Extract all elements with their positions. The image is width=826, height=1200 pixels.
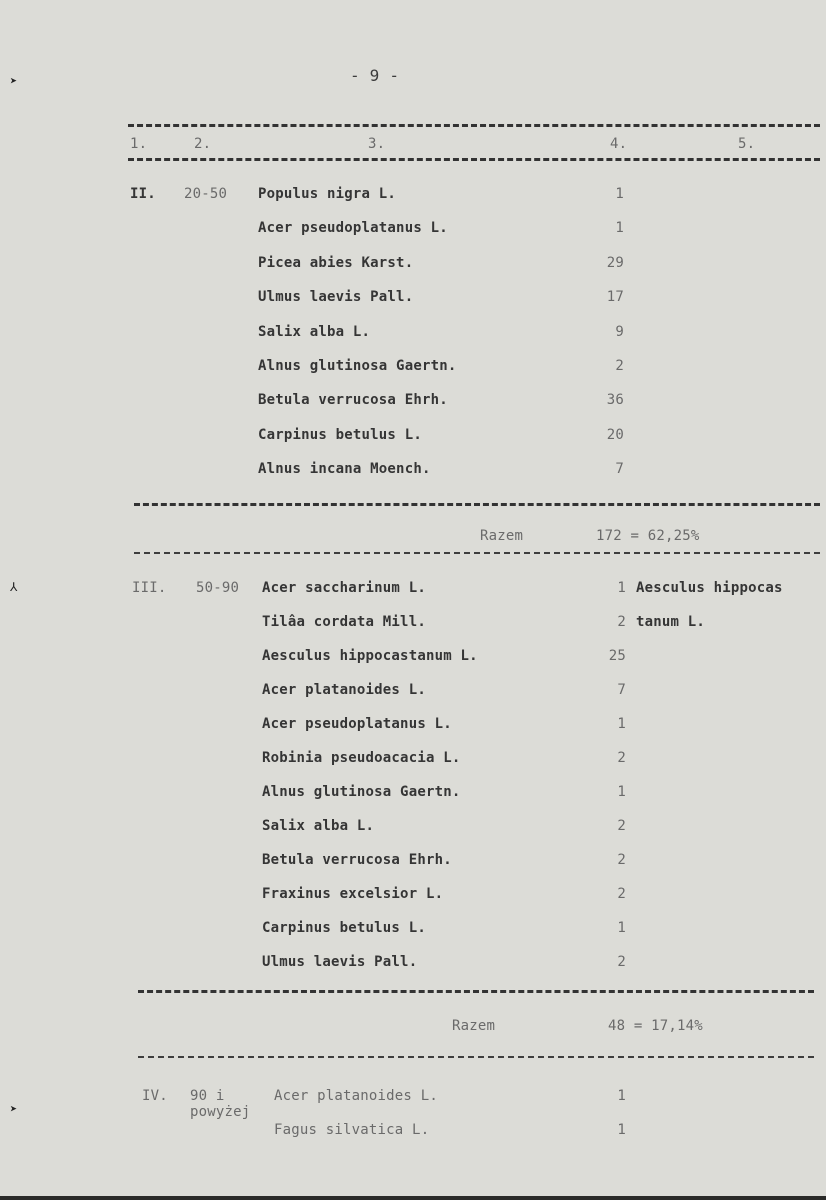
table-top-rule	[128, 124, 820, 127]
tree-count: 7	[617, 682, 626, 698]
tree-count: 1	[615, 186, 624, 202]
species-name: Fagus silvatica L.	[274, 1122, 430, 1138]
species-name: Picea abies Karst.	[258, 254, 414, 271]
tree-count: 20	[606, 426, 624, 443]
section-class-label: III.	[132, 580, 167, 596]
tree-count: 2	[617, 886, 626, 902]
tree-count: 36	[606, 392, 624, 409]
species-name: Acer platanoides L.	[262, 682, 426, 698]
species-name: Carpinus betulus L.	[258, 426, 422, 443]
species-name: Alnus glutinosa Gaertn.	[258, 358, 457, 374]
tree-count: 2	[617, 614, 626, 630]
species-name: Ulmus laevis Pall.	[262, 954, 418, 970]
tree-count: 2	[617, 750, 626, 766]
species-name: Populus nigra L.	[258, 186, 397, 202]
tree-count: 1	[617, 716, 626, 732]
species-name: Acer platanoides L.	[274, 1088, 438, 1104]
section-range-label: 20-50	[184, 186, 228, 202]
table-header-rule	[128, 158, 820, 161]
tree-count: 1	[615, 220, 624, 237]
column-header-2: 2.	[194, 136, 212, 152]
tree-count: 1	[617, 1088, 626, 1104]
tree-count: 9	[615, 323, 624, 340]
section-range-label: 90 i	[190, 1088, 225, 1104]
total-value: 48 = 17,14%	[608, 1018, 703, 1034]
species-name: Ulmus laevis Pall.	[258, 289, 414, 306]
tree-count: 2	[617, 852, 626, 868]
tree-count: 7	[615, 461, 624, 478]
column-header-1: 1.	[130, 136, 148, 152]
species-name: Acer pseudoplatanus L.	[258, 220, 448, 237]
margin-note-line: Aesculus hippocas	[636, 580, 783, 596]
section-range-label: 50-90	[196, 580, 240, 596]
margin-mark: ⅄	[10, 580, 18, 594]
total-label: Razem	[480, 528, 524, 544]
tree-count: 2	[615, 358, 624, 374]
species-name: Tilâa cordata Mill.	[262, 614, 426, 630]
species-name: Salix alba L.	[262, 818, 375, 834]
tree-count: 2	[617, 954, 626, 970]
tree-count: 1	[617, 1122, 626, 1138]
tree-count: 2	[617, 818, 626, 834]
column-header-3: 3.	[368, 136, 386, 152]
section-rule	[138, 1056, 814, 1058]
species-name: Fraxinus excelsior L.	[262, 886, 444, 902]
tree-count: 29	[606, 254, 624, 271]
section-rule	[138, 990, 814, 993]
total-label: Razem	[452, 1018, 496, 1034]
tree-count: 25	[608, 648, 626, 664]
tree-count: 1	[617, 580, 626, 596]
species-name: Aesculus hippocastanum L.	[262, 648, 478, 664]
margin-note-line: tanum L.	[636, 614, 706, 630]
column-header-4: 4.	[610, 136, 628, 152]
margin-mark: ➤	[10, 74, 18, 88]
species-name: Alnus incana Moench.	[258, 461, 431, 478]
page-number: - 9 -	[350, 66, 400, 85]
total-value: 172 = 62,25%	[596, 528, 700, 544]
margin-mark: ➤	[10, 1102, 18, 1116]
species-name: Acer pseudoplatanus L.	[262, 716, 452, 732]
species-name: Salix alba L.	[258, 323, 371, 340]
section-range-label: powyżej	[190, 1104, 251, 1120]
section-rule	[134, 552, 820, 554]
column-header-5: 5.	[738, 136, 756, 152]
tree-count: 1	[617, 920, 626, 936]
species-name: Alnus glutinosa Gaertn.	[262, 784, 461, 800]
section-rule	[134, 503, 820, 506]
tree-count: 1	[617, 784, 626, 800]
species-name: Betula verrucosa Ehrh.	[258, 392, 448, 409]
section-class-label: II.	[130, 186, 156, 202]
species-name: Acer saccharinum L.	[262, 580, 426, 596]
section-class-label: IV.	[142, 1088, 168, 1104]
tree-count: 17	[606, 289, 624, 306]
species-name: Carpinus betulus L.	[262, 920, 426, 936]
species-name: Betula verrucosa Ehrh.	[262, 852, 452, 868]
species-name: Robinia pseudoacacia L.	[262, 750, 461, 766]
